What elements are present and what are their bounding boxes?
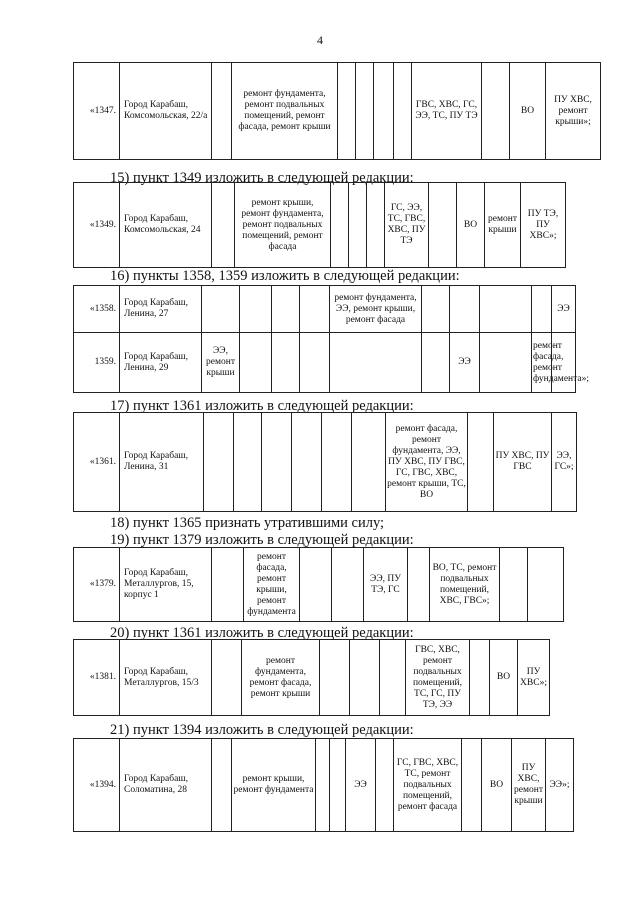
- works-cell: ЭЭ: [552, 286, 576, 333]
- works-cell: ЭЭ, ремонт крыши: [202, 333, 240, 393]
- works-cell: [352, 413, 386, 512]
- item-number-cell: «1358.: [74, 286, 120, 333]
- amendment-table: [73, 412, 577, 512]
- works-cell: [394, 63, 412, 160]
- works-cell: [320, 640, 350, 716]
- works-cell: [272, 333, 300, 393]
- works-cell: ГВС, ХВС, ремонт подвальных помещений, ТС, ГС, ПУ ТЭ, ЭЭ: [406, 640, 470, 716]
- works-cell: [500, 548, 528, 622]
- amendment-table: [73, 639, 550, 716]
- works-cell: [331, 183, 349, 268]
- address-cell: Город Карабаш, Комсомольская, 22/а: [120, 63, 212, 160]
- works-cell: ВО: [457, 183, 485, 268]
- works-cell: ремонт фасада, ремонт крыши, ремонт фундамента: [244, 548, 300, 622]
- address-cell: Город Карабаш, Ленина, 29: [120, 333, 202, 393]
- table-row: [74, 548, 564, 622]
- works-cell: [468, 413, 494, 512]
- works-cell: [330, 739, 346, 832]
- address-cell: Город Карабаш, Ленина, 27: [120, 286, 202, 333]
- table-row: [74, 63, 601, 160]
- works-cell: [356, 63, 374, 160]
- works-cell: [408, 548, 430, 622]
- works-cell: ремонт крыши, ремонт фундамента: [232, 739, 316, 832]
- works-cell: ЭЭ: [346, 739, 376, 832]
- amendment-heading: 16) пункты 1358, 1359 изложить в следующей редакции:: [110, 268, 460, 284]
- works-cell: [212, 548, 244, 622]
- works-cell: [380, 640, 406, 716]
- table-row: [74, 739, 574, 832]
- item-number-cell: «1394.: [74, 739, 120, 832]
- table-row: [74, 183, 566, 268]
- works-cell: [450, 286, 480, 333]
- works-cell: [429, 183, 457, 268]
- works-cell: ремонт фасада, ремонт фундамента, ЭЭ, ПУ ХВС, ПУ ГВС, ГС, ГВС, ХВС, ремонт крыши, ТС, ВО: [386, 413, 468, 512]
- works-cell: ПУ ХВС, ремонт крыши: [512, 739, 546, 832]
- works-cell: [322, 413, 352, 512]
- works-cell: [204, 413, 234, 512]
- works-cell: [532, 286, 552, 333]
- works-cell: ремонт фундамента, ЭЭ, ремонт крыши, ремонт фасада: [330, 286, 422, 333]
- amendment-table: [73, 182, 566, 268]
- works-cell: [367, 183, 385, 268]
- item-number-cell: «1379.: [74, 548, 120, 622]
- works-cell: ЭЭ, ПУ ТЭ, ГС: [364, 548, 408, 622]
- table-row: [74, 286, 576, 333]
- table-row: [74, 640, 550, 716]
- works-cell: ВО, ТС, ремонт подвальных помещений, ХВС, ГВС»;: [430, 548, 500, 622]
- works-cell: [332, 548, 364, 622]
- works-cell: ЭЭ: [450, 333, 480, 393]
- works-cell: ГС, ГВС, ХВС, ТС, ремонт подвальных помещений, ремонт фасада: [394, 739, 462, 832]
- amendment-heading: 21) пункт 1394 изложить в следующей редакции:: [110, 722, 414, 738]
- item-number-cell: «1349.: [74, 183, 120, 268]
- works-cell: [262, 413, 292, 512]
- works-cell: [212, 63, 232, 160]
- works-cell: [482, 63, 510, 160]
- amendment-table: [73, 62, 601, 160]
- works-cell: [240, 333, 272, 393]
- works-cell: [528, 548, 564, 622]
- works-cell: [212, 739, 232, 832]
- works-cell: ВО: [490, 640, 518, 716]
- item-number-cell: 1359.: [74, 333, 120, 393]
- works-cell: ЭЭ»;: [546, 739, 574, 832]
- works-cell: [300, 548, 332, 622]
- works-cell: [374, 63, 394, 160]
- works-cell: ВО: [482, 739, 512, 832]
- works-cell: ПУ ХВС, ремонт крыши»;: [546, 63, 601, 160]
- address-cell: Город Карабаш, Металлургов, 15/3: [120, 640, 212, 716]
- item-number-cell: «1381.: [74, 640, 120, 716]
- works-cell: [422, 333, 450, 393]
- works-cell: [202, 286, 240, 333]
- amendment-table: [73, 285, 589, 393]
- address-cell: Город Карабаш, Комсомольская, 24: [120, 183, 212, 268]
- works-cell: [462, 739, 482, 832]
- works-cell: ремонт крыши: [485, 183, 521, 268]
- works-cell: [480, 286, 532, 333]
- amendment-table: [73, 738, 574, 832]
- works-cell: [480, 333, 532, 393]
- item-number-cell: «1347.: [74, 63, 120, 160]
- table-row: [74, 413, 577, 512]
- works-cell: ВО: [510, 63, 546, 160]
- works-cell: [234, 413, 262, 512]
- amendment-table: [73, 547, 564, 622]
- works-cell: [212, 640, 242, 716]
- works-cell: ремонт фасада, ремонт фундамента»;: [532, 333, 552, 393]
- works-cell: ГВС, ХВС, ГС, ЭЭ, ТС, ПУ ТЭ: [412, 63, 482, 160]
- amendment-heading: 19) пункт 1379 изложить в следующей редакции:: [110, 532, 414, 548]
- works-cell: ремонт фундамента, ремонт фасада, ремонт крыши: [242, 640, 320, 716]
- table-row: [74, 333, 576, 393]
- works-cell: [422, 286, 450, 333]
- works-cell: [212, 183, 235, 268]
- works-cell: ПУ ХВС, ПУ ГВС: [494, 413, 552, 512]
- works-cell: ПУ ХВС»;: [518, 640, 550, 716]
- page-number: 4: [317, 33, 323, 47]
- works-cell: [349, 183, 367, 268]
- amendment-heading: 15) пункт 1349 изложить в следующей редакции:: [110, 170, 414, 186]
- address-cell: Город Карабаш, Металлургов, 15, корпус 1: [120, 548, 212, 622]
- works-cell: [300, 286, 330, 333]
- works-cell: [292, 413, 322, 512]
- works-cell: [470, 640, 490, 716]
- works-cell: ЭЭ, ГС»;: [552, 413, 577, 512]
- item-number-cell: «1361.: [74, 413, 120, 512]
- address-cell: Город Карабаш, Соломатина, 28: [120, 739, 212, 832]
- works-cell: [316, 739, 330, 832]
- works-cell: [272, 286, 300, 333]
- works-cell: ремонт крыши, ремонт фундамента, ремонт подвальных помещений, ремонт фасада: [235, 183, 331, 268]
- works-cell: [300, 333, 330, 393]
- works-cell: [240, 286, 272, 333]
- works-cell: ПУ ТЭ, ПУ ХВС»;: [521, 183, 566, 268]
- address-cell: Город Карабаш, Ленина, 31: [120, 413, 204, 512]
- works-cell: ГС, ЭЭ, ТС, ГВС, ХВС, ПУ ТЭ: [385, 183, 429, 268]
- works-cell: ремонт фундамента, ремонт подвальных помещений, ремонт фасада, ремонт крыши: [232, 63, 338, 160]
- works-cell: [338, 63, 356, 160]
- works-cell: [376, 739, 394, 832]
- works-cell: [330, 333, 422, 393]
- amendment-heading: 20) пункт 1361 изложить в следующей редакции:: [110, 625, 414, 641]
- amendment-heading: 17) пункт 1361 изложить в следующей редакции:: [110, 398, 414, 414]
- works-cell: [350, 640, 380, 716]
- amendment-heading: 18) пункт 1365 признать утратившими силу;: [110, 515, 385, 531]
